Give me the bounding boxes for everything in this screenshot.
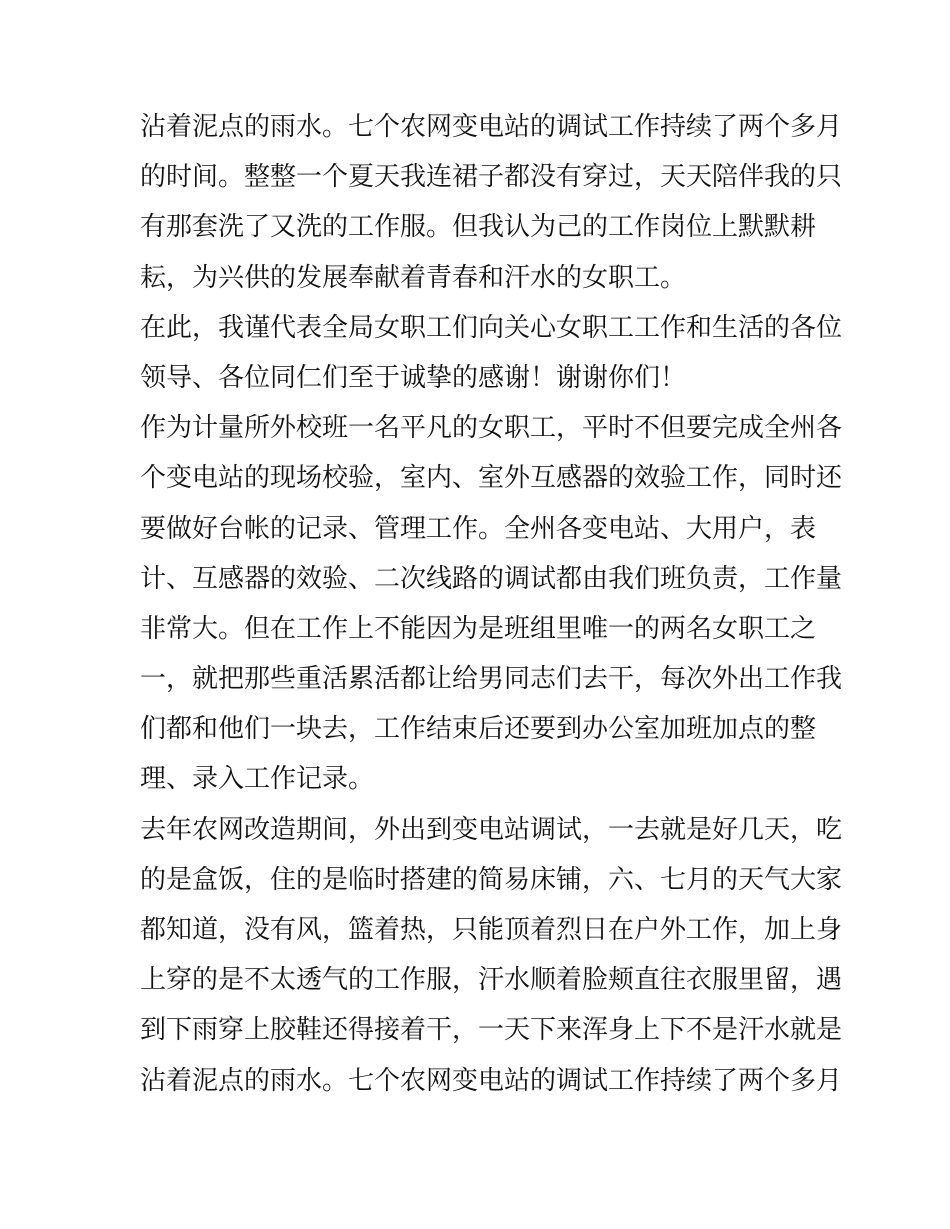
text-line: 计、互感器的效验、二次线路的调试都由我们班负责，工作量 — [140, 563, 843, 594]
text-line: 去年农网改造期间，外出到变电站调试，一去就是好几天，吃 — [140, 814, 843, 845]
text-line: 理、录入工作记录。 — [140, 764, 375, 795]
text-line: 的是盒饭，住的是临时搭建的简易床铺，六、七月的天气大家 — [140, 864, 843, 895]
text-line: 有那套洗了又洗的工作服。但我认为己的工作岗位上默默耕 — [140, 212, 817, 243]
text-line: 到下雨穿上胶鞋还得接着干，一天下来浑身上下不是汗水就是 — [140, 1015, 843, 1046]
text-line: 上穿的是不太透气的工作服，汗水顺着脸颊直往衣服里留，遇 — [140, 965, 843, 996]
text-line: 一，就把那些重活累活都让给男同志们去干，每次外出工作我 — [140, 664, 843, 695]
text-line: 的时间。整整一个夏天我连裙子都没有穿过，天天陪伴我的只 — [140, 162, 843, 193]
text-line: 领导、各位同仁们至于诚挚的感谢！谢谢你们！ — [140, 362, 687, 393]
text-line: 耘，为兴供的发展奉献着青春和汗水的女职工。 — [140, 262, 687, 293]
text-line: 要做好台帐的记录、管理工作。全州各变电站、大用户，表 — [140, 513, 817, 544]
body-text — [140, 102, 843, 1106]
text-line: 作为计量所外校班一名平凡的女职工，平时不但要完成全州各 — [140, 413, 843, 444]
text-line: 沾着泥点的雨水。七个农网变电站的调试工作持续了两个多月 — [140, 112, 843, 142]
text-line: 在此，我谨代表全局女职工们向关心女职工工作和生活的各位 — [140, 312, 843, 343]
text-line: 都知道，没有风，篮着热，只能顶着烈日在户外工作，加上身 — [140, 915, 843, 945]
text-line: 沾着泥点的雨水。七个农网变电站的调试工作持续了两个多月 — [140, 1065, 843, 1096]
text-line: 个变电站的现场校验，室内、室外互感器的效验工作，同时还 — [140, 463, 843, 494]
text-line: 们都和他们一块去，工作结束后还要到办公室加班加点的整 — [140, 714, 817, 745]
text-line: 非常大。但在工作上不能因为是班组里唯一的两名女职工之 — [140, 613, 817, 644]
